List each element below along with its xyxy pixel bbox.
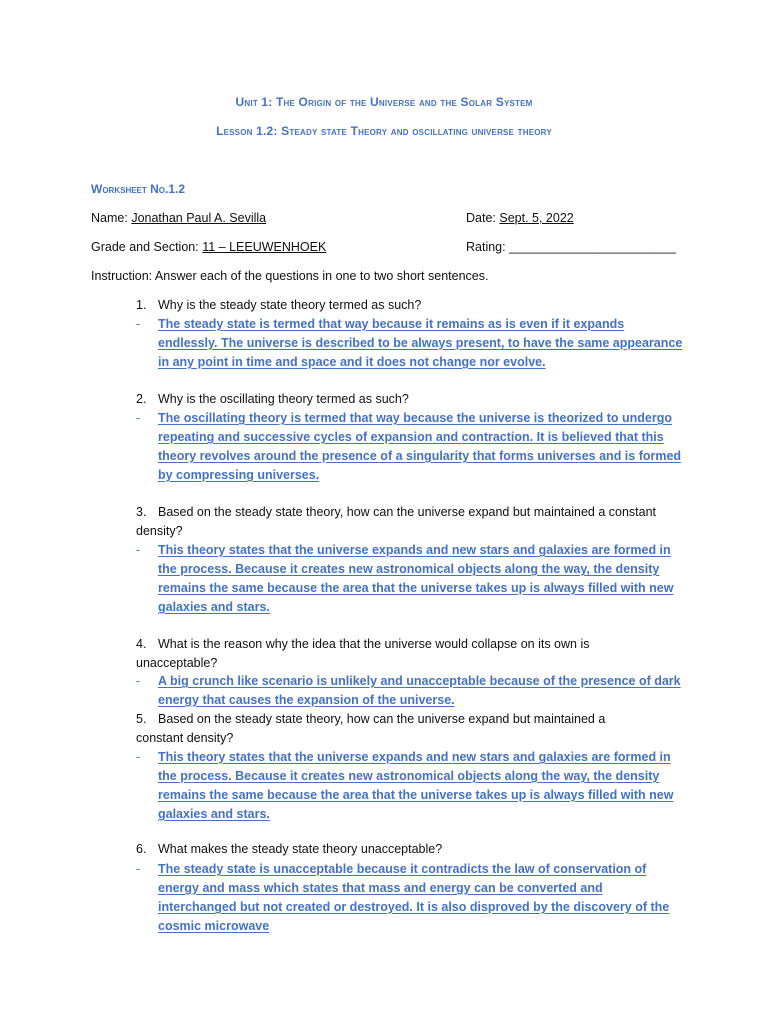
instruction: Instruction: Answer each of the questions in one to two short sentences. bbox=[91, 269, 489, 283]
question-1 bbox=[136, 296, 696, 315]
grade-line bbox=[91, 240, 326, 254]
question-text: What makes the steady state theory unacceptable? bbox=[158, 842, 443, 856]
answer-dash: - bbox=[136, 543, 141, 557]
answer-dash: - bbox=[136, 411, 141, 425]
question-text: Why is the steady state theory termed as such? bbox=[158, 298, 422, 312]
answer-text: The oscillating theory is termed that way because the universe is theorized to undergo repeating and successive cycles of expansion and contraction. It is believed that this theory revolves around the presence of a singularity that forms universes and is formed by compressing universes. bbox=[158, 411, 682, 482]
date-label: Date: bbox=[466, 211, 496, 225]
grade-value: 11 – LEEUWENHOEK bbox=[202, 240, 327, 254]
question-text: Based on the steady state theory, how can the universe expand but maintained a constant density? bbox=[136, 505, 657, 538]
answer-1 bbox=[136, 315, 684, 372]
question-3 bbox=[136, 503, 676, 541]
answer-dash: - bbox=[136, 862, 141, 876]
question-4 bbox=[136, 635, 616, 673]
unit-title: Unit 1: The Origin of the Universe and the Solar System bbox=[235, 95, 533, 109]
name-value: Jonathan Paul A. Sevilla bbox=[131, 211, 267, 225]
lesson-title: Lesson 1.2: Steady state Theory and oscillating universe theory bbox=[216, 124, 552, 138]
answer-3 bbox=[136, 541, 684, 617]
worksheet-number: Worksheet No.1.2 bbox=[91, 182, 186, 196]
date-line bbox=[466, 211, 574, 225]
question-number: 5. bbox=[136, 712, 147, 726]
answer-text: This theory states that the universe expands and new stars and galaxies are formed in the process. Because it creates new astronomical objects along the way, the density remains the same because the area that the universe takes up is always filled with new galaxies and stars. bbox=[158, 750, 674, 821]
answer-text: This theory states that the universe expands and new stars and galaxies are formed in the process. Because it creates new astronomical objects along the way, the density remains the same because the area that the universe takes up is always filled with new galaxies and stars. bbox=[158, 543, 674, 614]
question-number: 4. bbox=[136, 637, 147, 651]
question-number: 3. bbox=[136, 505, 147, 519]
answer-5 bbox=[136, 748, 684, 824]
question-number: 6. bbox=[136, 842, 147, 856]
question-6 bbox=[136, 840, 696, 859]
grade-label: Grade and Section: bbox=[91, 240, 199, 254]
rating-line bbox=[466, 240, 676, 254]
answer-dash: - bbox=[136, 674, 141, 688]
answer-2 bbox=[136, 409, 684, 485]
name-line bbox=[91, 211, 266, 225]
rating-value: ________________________ bbox=[509, 240, 676, 254]
answer-6 bbox=[136, 860, 684, 936]
answer-text: The steady state is unacceptable because it contradicts the law of conservation of energy and mass which states that mass and energy can be converted and interchanged but not created or destroyed. It is also disproved by the discovery of the cosmic microwave bbox=[158, 862, 670, 933]
answer-dash: - bbox=[136, 750, 141, 764]
name-label: Name: bbox=[91, 211, 128, 225]
question-5 bbox=[136, 710, 626, 748]
question-text: What is the reason why the idea that the universe would collapse on its own is unacceptable? bbox=[136, 637, 590, 670]
answer-dash: - bbox=[136, 317, 141, 331]
question-text: Why is the oscillating theory termed as such? bbox=[158, 392, 409, 406]
answer-4 bbox=[136, 672, 684, 710]
date-value: Sept. 5, 2022 bbox=[499, 211, 574, 225]
answer-text: A big crunch like scenario is unlikely and unacceptable because of the presence of dark energy that causes the expansion of the universe. bbox=[158, 674, 681, 707]
question-text: Based on the steady state theory, how can the universe expand but maintained a constant density? bbox=[136, 712, 606, 745]
question-number: 1. bbox=[136, 298, 147, 312]
question-2 bbox=[136, 390, 696, 409]
rating-label: Rating: bbox=[466, 240, 506, 254]
answer-text: The steady state is termed that way because it remains as is even if it expands endlessly. The universe is described to be always present, to have the same appearance in any point in time and space and it does not change nor evolve. bbox=[158, 317, 683, 369]
question-number: 2. bbox=[136, 392, 147, 406]
